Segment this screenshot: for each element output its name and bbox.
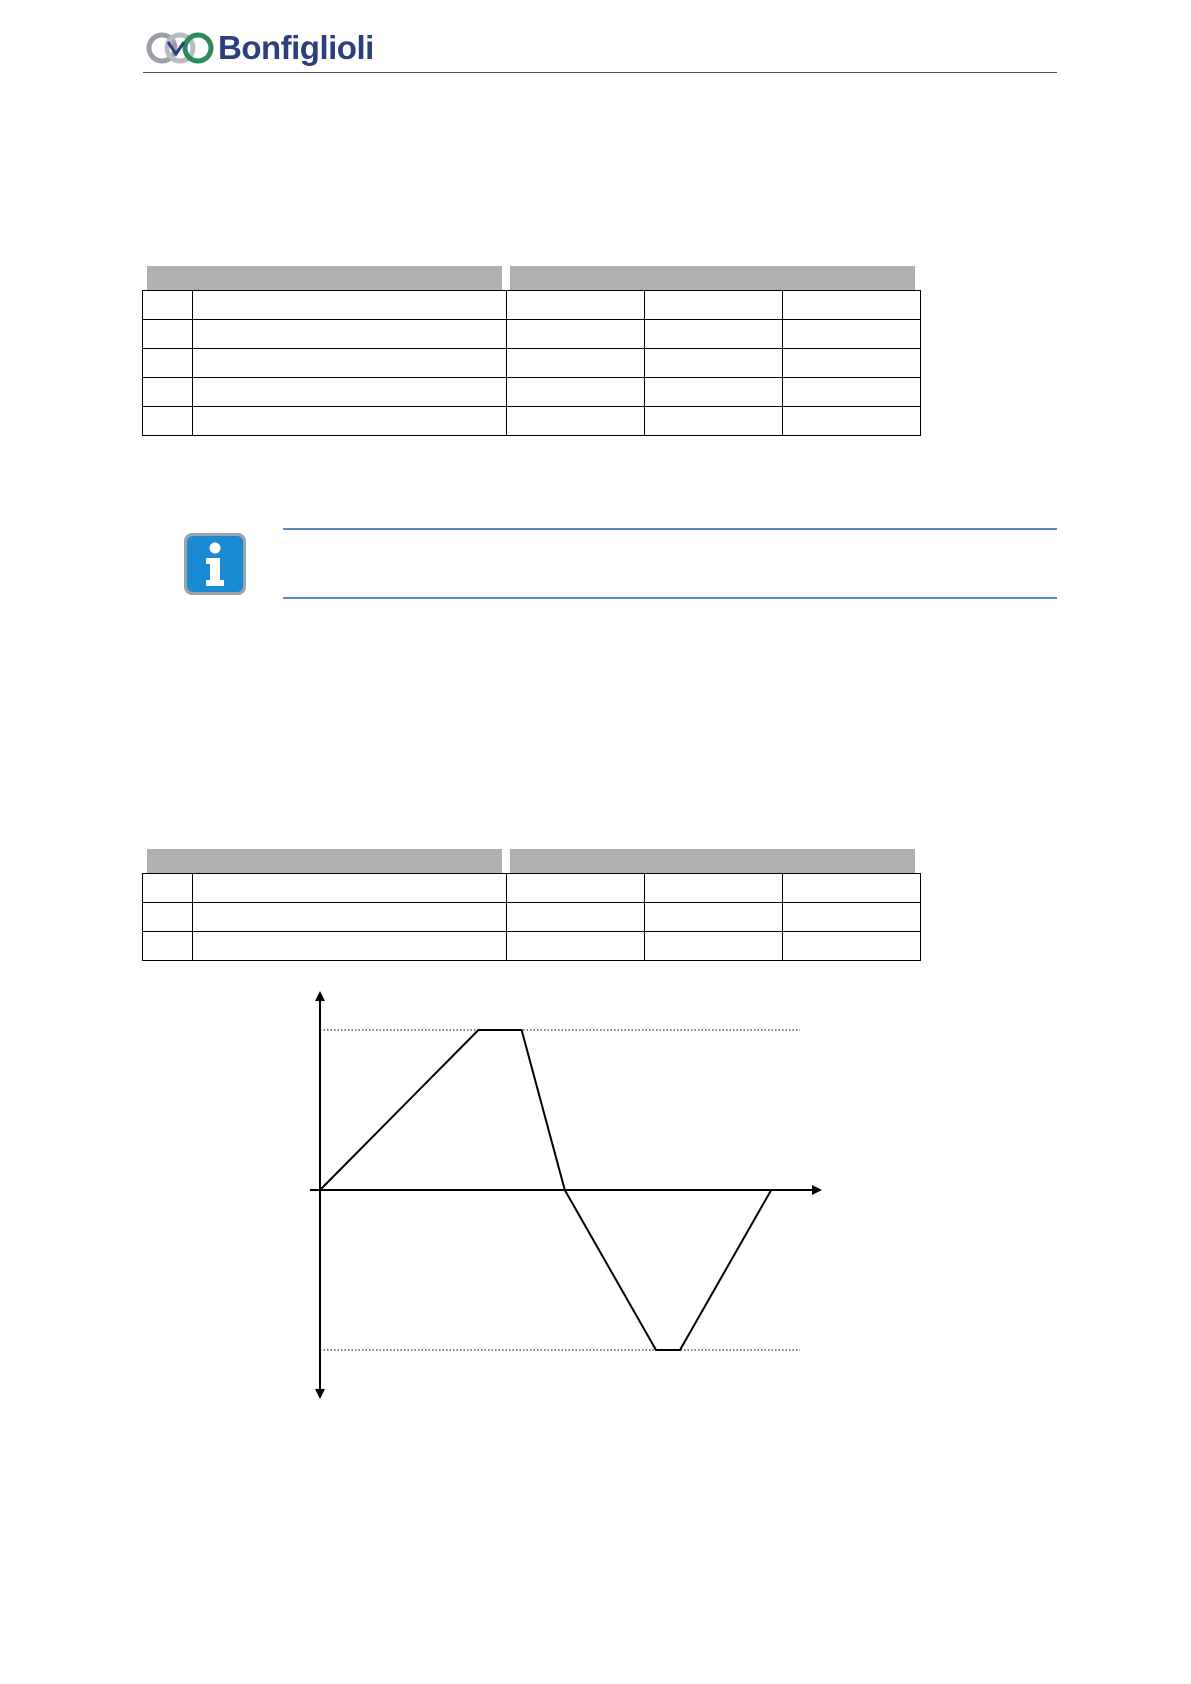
table-row — [143, 320, 921, 349]
table-cell — [507, 378, 645, 407]
table-row — [143, 378, 921, 407]
table-cell — [193, 932, 507, 961]
table-cell — [143, 291, 193, 320]
table-cell — [645, 320, 783, 349]
table-cell — [143, 320, 193, 349]
table-cell — [783, 378, 921, 407]
table-cell — [193, 320, 507, 349]
table-cell — [193, 874, 507, 903]
info-icon — [182, 531, 248, 597]
table-cell — [645, 407, 783, 436]
table-cell — [645, 874, 783, 903]
parameter-table-2 — [142, 873, 921, 961]
table-cell — [783, 874, 921, 903]
table-cell — [507, 407, 645, 436]
table1-header-bar-left — [147, 266, 502, 290]
table-cell — [645, 932, 783, 961]
table-cell — [143, 932, 193, 961]
table-cell — [645, 349, 783, 378]
table-cell — [507, 349, 645, 378]
table-cell — [783, 291, 921, 320]
table2-header-bar-left — [147, 849, 502, 873]
table1-header-bar-right — [510, 266, 915, 290]
table-cell — [645, 378, 783, 407]
table-cell — [193, 903, 507, 932]
table-cell — [193, 349, 507, 378]
table-cell — [507, 291, 645, 320]
table-cell — [507, 932, 645, 961]
brand-name: Bonfiglioli — [218, 29, 374, 66]
table-cell — [507, 903, 645, 932]
table-cell — [783, 349, 921, 378]
table-cell — [645, 291, 783, 320]
table-row — [143, 874, 921, 903]
table-cell — [143, 349, 193, 378]
table-cell — [143, 903, 193, 932]
table-cell — [783, 932, 921, 961]
table-row — [143, 407, 921, 436]
table-cell — [507, 320, 645, 349]
parameter-table-1 — [142, 290, 921, 436]
table-cell — [507, 874, 645, 903]
table-cell — [143, 407, 193, 436]
table-row — [143, 349, 921, 378]
table-row — [143, 932, 921, 961]
table-cell — [645, 903, 783, 932]
speed-profile-chart — [300, 985, 840, 1405]
table-row — [143, 903, 921, 932]
info-note-bottom-rule — [283, 597, 1057, 599]
table-cell — [193, 378, 507, 407]
brand-logo — [146, 26, 374, 70]
table-cell — [783, 407, 921, 436]
header-divider — [143, 72, 1057, 73]
table-row — [143, 291, 921, 320]
bonfiglioli-logo-icon — [146, 28, 214, 68]
table-cell — [783, 903, 921, 932]
table-cell — [783, 320, 921, 349]
info-note-top-rule — [283, 528, 1057, 530]
table2-header-bar-right — [510, 849, 915, 873]
table-cell — [193, 291, 507, 320]
table-cell — [193, 407, 507, 436]
table-cell — [143, 378, 193, 407]
table-cell — [143, 874, 193, 903]
